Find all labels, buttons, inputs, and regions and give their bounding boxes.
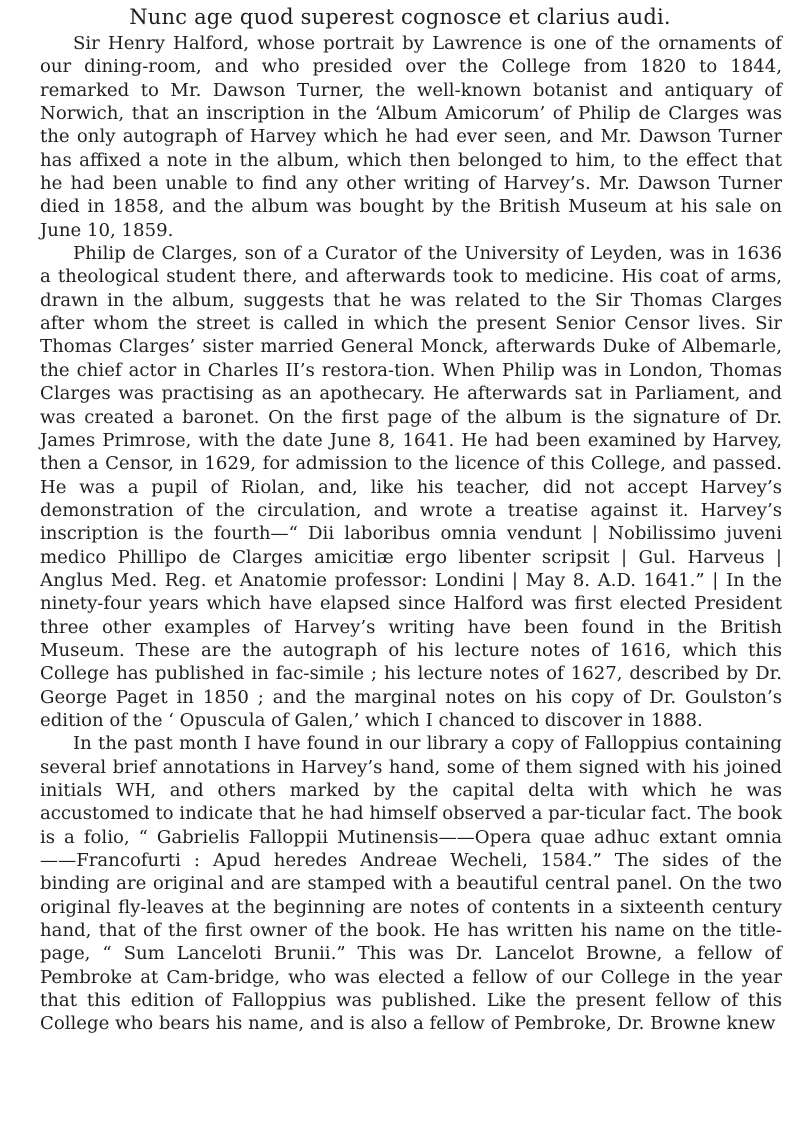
paragraph-clarges: Philip de Clarges, son of a Curator of the University of Leyden, was in 1636 a theological student there, and afterwards took to medicine. His coat of arms, drawn in the album, suggests that he was related to the Sir Thomas Clarges after whom the street is called in which the present Senior Censor lives. Sir Thomas Clarges’ sister married General Monck, afterwards Duke of Albemarle, the chief actor in Charles II’s restora-tion. When Philip was in London, Thomas Clarges was practising as an apothecary. He afterwards sat in Parliament, and was created a baronet. On the first page of the album is the signature of Dr. James Primrose, with the date June 8, 1641. He had been examined by Harvey, then a Censor, in 1629, for admission to the licence of this College, and passed. He was a pupil of Riolan, and, like his teacher, did not accept Harvey’s demonstration of the circulation, and wrote a treatise against it. Harvey’s inscription is the fourth—“ Dii laboribus omnia vendunt | Nobilissimo juveni medico Phillipo de Clarges amicitiæ ergo libenter scripsit | Gul. Harveus | Anglus Med. Reg. et Anatomie professor: Londini | May 8. A.D. 1641.” | In the ninety-four years which have elapsed since Halford was first elected President three other examples of Harvey’s writing have been found in the British Museum. These are the autograph of his lecture notes of 1616, which this College has published in fac-simile ; his lecture notes of 1627, described by Dr. George Paget in 1850 ; and the marginal notes on his copy of Dr. Goulston’s edition of the ‘ Opuscula of Galen,’ which I chanced to discover in 1888. <box>40 243 782 731</box>
paragraph-halford: Sir Henry Halford, whose portrait by Lawrence is one of the ornaments of our dining-room, and who presided over the College from 1820 to 1844, remarked to Mr. Dawson Turner, the well-known botanist and antiquary of Norwich, that an inscription in the ‘Album Amicorum’ of Philip de Clarges was the only autograph of Harvey which he had ever seen, and Mr. Dawson Turner has affixed a note in the album, which then belonged to him, to the effect that he had been unable to find any other writing of Harvey’s. Mr. Dawson Turner died in 1858, and the album was bought by the British Museum at his sale on June 10, 1859. <box>40 33 782 241</box>
paragraph-falloppius: In the past month I have found in our library a copy of Falloppius containing several brief annotations in Harvey’s hand, some of them signed with his joined initials WH, and others marked by the capital delta with which he was accustomed to indicate that he had himself observed a par-ticular fact. The book is a folio, “ Gabrielis Falloppii Mutinensis——Opera quae adhuc extant omnia——Francofurti : Apud heredes Andreae Wecheli, 1584.” The sides of the binding are original and are stamped with a beautiful central panel. On the two original fly-leaves at the beginning are notes of contents in a sixteenth century hand, that of the first owner of the book. He has written his name on the title-page, “ Sum Lanceloti Brunii.” This was Dr. Lancelot Browne, a fellow of Pembroke at Cam-bridge, who was elected a fellow of our College in the year that this edition of Falloppius was published. Like the present fellow of this College who bears his name, and is also a fellow of Pembroke, Dr. Browne knew <box>40 733 782 1035</box>
body-text <box>40 32 782 1036</box>
running-head: Nunc age quod superest cognosce et clarius audi. <box>129 5 671 29</box>
